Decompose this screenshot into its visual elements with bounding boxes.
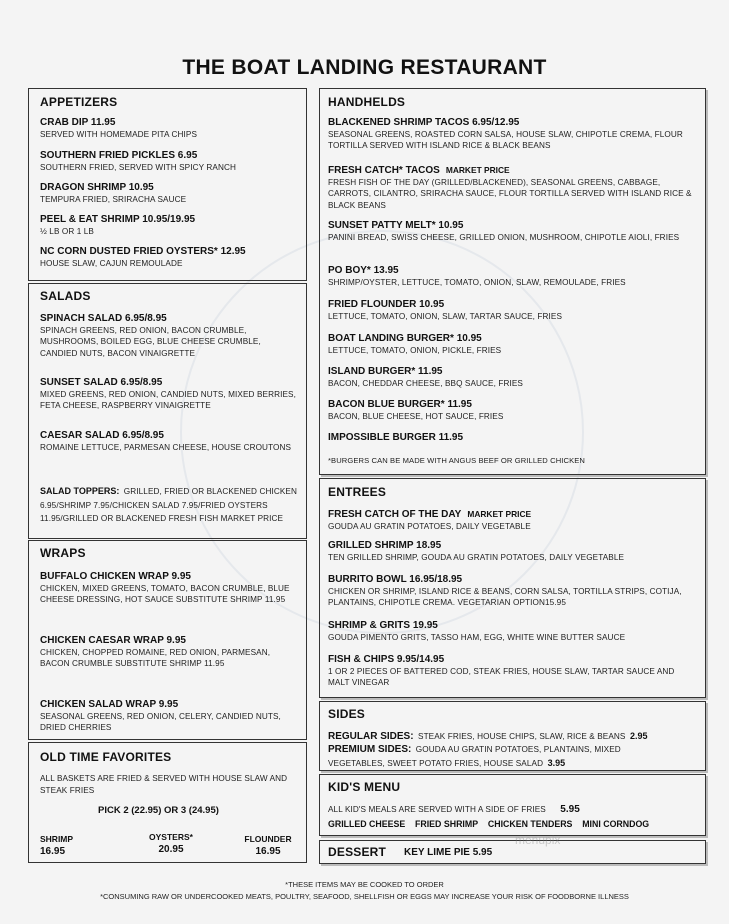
menu-item	[40, 182, 302, 205]
premium-sides-label: PREMIUM SIDES:	[328, 744, 412, 755]
item-name: CHICKEN SALAD WRAP 9.95	[40, 699, 179, 710]
menu-item	[40, 117, 302, 140]
kids-desc-row	[328, 802, 698, 816]
item-name: FISH & CHIPS 9.95/14.95	[328, 654, 445, 665]
salad-toppers	[40, 484, 302, 525]
kids-item: FRIED SHRIMP	[415, 819, 479, 829]
dessert-item: KEY LIME PIE 5.95	[404, 847, 493, 858]
menu-item	[328, 220, 698, 243]
menu-item	[40, 571, 302, 606]
menu-item	[328, 432, 698, 444]
menu-item	[328, 299, 698, 322]
item-name: PO BOY* 13.95	[328, 265, 399, 276]
item-desc: CHICKEN OR SHRIMP, ISLAND RICE & BEANS, CORN SALSA, TORTILLA STRIPS, COTIJA, PLANTAINS, CHIPOTLE CREMA. VEGETARIAN OPTION15.95	[328, 586, 682, 607]
menu-item	[328, 333, 698, 356]
menu-item	[40, 150, 302, 173]
item-name: DRAGON SHRIMP 10.95	[40, 182, 154, 193]
option-price: 20.95	[158, 843, 184, 855]
market-price: MARKET PRICE	[445, 165, 510, 175]
item-name: FRIED FLOUNDER 10.95	[328, 299, 445, 310]
restaurant-title: THE BOAT LANDING RESTAURANT	[182, 56, 547, 79]
item-name: ISLAND BURGER* 11.95	[328, 366, 443, 377]
menu-item	[40, 214, 302, 237]
menupix-watermark: menupix	[515, 833, 561, 847]
item-desc: TEMPURA FRIED, SRIRACHA SAUCE	[40, 194, 187, 204]
item-desc: MIXED GREENS, RED ONION, CANDIED NUTS, MIXED BERRIES, FETA CHEESE, RASPBERRY VINAIGRETTE	[40, 389, 296, 410]
item-desc: TEN GRILLED SHRIMP, GOUDA AU GRATIN POTATOES, DAILY VEGETABLE	[328, 552, 625, 562]
item-desc: CHICKEN, MIXED GREENS, TOMATO, BACON CRUMBLE, BLUE CHEESE DRESSING, HOT SAUCE SUBSTITUTE SHRIMP 11.95	[40, 583, 290, 604]
sides-heading: SIDES	[328, 707, 366, 721]
item-desc: SEASONAL GREENS, ROASTED CORN SALSA, HOUSE SLAW, CHIPOTLE CREMA, FLOUR TORTILLA SERVED WITH ISLAND RICE & BLACK BEANS	[328, 129, 683, 150]
old-time-option	[40, 834, 100, 857]
menu-item	[40, 635, 302, 670]
menu-item	[328, 620, 698, 643]
item-desc: SERVED WITH HOMEMADE PITA CHIPS	[40, 129, 198, 139]
item-desc: SEASONAL GREENS, RED ONION, CELERY, CANDIED NUTS, DRIED CHERRIES	[40, 711, 281, 732]
item-desc: SHRIMP/OYSTER, LETTUCE, TOMATO, ONION, SLAW, REMOULADE, FRIES	[328, 277, 626, 287]
item-desc: GOUDA AU GRATIN POTATOES, DAILY VEGETABLE	[328, 521, 531, 531]
menu-item	[40, 377, 300, 412]
regular-sides-desc: STEAK FRIES, HOUSE CHIPS, SLAW, RICE & BEANS	[418, 732, 626, 741]
item-name: NC CORN DUSTED FRIED OYSTERS* 12.95	[40, 246, 246, 257]
item-name: BACON BLUE BURGER* 11.95	[328, 399, 472, 410]
item-name: GRILLED SHRIMP 18.95	[328, 540, 442, 551]
menu-item	[328, 117, 698, 152]
item-name: FRESH CATCH OF THE DAY	[328, 509, 462, 520]
footer-note-cooked: *THESE ITEMS MAY BE COOKED TO ORDER	[285, 880, 444, 889]
menu-item	[328, 507, 698, 532]
old-time-desc: ALL BASKETS ARE FRIED & SERVED WITH HOUSE SLAW AND STEAK FRIES	[40, 774, 288, 795]
item-name: IMPOSSIBLE BURGER 11.95	[328, 432, 464, 443]
item-desc: LETTUCE, TOMATO, ONION, SLAW, TARTAR SAUCE, FRIES	[328, 311, 563, 321]
item-desc: PANINI BREAD, SWISS CHEESE, GRILLED ONION, MUSHROOM, CHIPOTLE AIOLI, FRIES	[328, 232, 680, 242]
item-desc: CHICKEN, CHOPPED ROMAINE, RED ONION, PARMESAN, BACON CRUMBLE SUBSTITUTE SHRIMP 11.95	[40, 647, 271, 668]
item-name: SOUTHERN FRIED PICKLES 6.95	[40, 150, 198, 161]
item-desc: HOUSE SLAW, CAJUN REMOULADE	[40, 258, 183, 268]
regular-sides	[328, 729, 700, 743]
item-desc: LETTUCE, TOMATO, ONION, PICKLE, FRIES	[328, 345, 502, 355]
item-desc: BACON, BLUE CHEESE, HOT SAUCE, FRIES	[328, 411, 504, 421]
menu-item	[328, 366, 698, 389]
footer-note-warning: *CONSUMING RAW OR UNDERCOOKED MEATS, POULTRY, SEAFOOD, SHELLFISH OR EGGS MAY INCREASE YOUR RISK OF FOODBORNE ILLNESS	[100, 892, 629, 901]
menu-item	[328, 654, 698, 689]
item-name: FRESH CATCH* TACOS	[328, 165, 440, 176]
burger-note: *BURGERS CAN BE MADE WITH ANGUS BEEF OR GRILLED CHICKEN	[328, 456, 585, 465]
item-name: SUNSET SALAD 6.95/8.95	[40, 377, 163, 388]
item-name: BUFFALO CHICKEN WRAP 9.95	[40, 571, 191, 582]
appetizers-heading: APPETIZERS	[40, 95, 118, 109]
salads-heading: SALADS	[40, 289, 91, 303]
option-label: FLOUNDER	[244, 834, 292, 844]
wraps-heading: WRAPS	[40, 546, 86, 560]
kids-item: MINI CORNDOG	[582, 819, 650, 829]
option-price: 16.95	[40, 845, 66, 857]
menu-item	[40, 699, 302, 734]
item-name: SPINACH SALAD 6.95/8.95	[40, 313, 167, 324]
item-name: CRAB DIP 11.95	[40, 117, 116, 128]
market-price: MARKET PRICE	[467, 509, 532, 519]
item-desc: FRESH FISH OF THE DAY (GRILLED/BLACKENED), SEASONAL GREENS, CABBAGE, CARROTS, CILANTRO, SRIRACHA SAUCE, FLOUR TORTILLA SERVED WITH ISLAND RICE & BLACK BEANS	[328, 177, 692, 210]
kids-item: CHICKEN TENDERS	[487, 819, 573, 829]
old-time-heading: OLD TIME FAVORITES	[40, 750, 172, 764]
regular-sides-price: 2.95	[629, 731, 648, 741]
menu-item	[40, 246, 302, 269]
toppers-label: SALAD TOPPERS:	[40, 486, 120, 496]
kids-heading: KID'S MENU	[328, 780, 401, 794]
handhelds-heading: HANDHELDS	[328, 95, 406, 109]
option-label: OYSTERS*	[149, 832, 193, 842]
menu-item	[328, 163, 698, 211]
kids-price: 5.95	[560, 804, 580, 815]
item-name: CAESAR SALAD 6.95/8.95	[40, 430, 164, 441]
item-desc: BACON, CHEDDAR CHEESE, BBQ SAUCE, FRIES	[328, 378, 523, 388]
premium-sides	[328, 742, 678, 769]
item-name: SHRIMP & GRITS 19.95	[328, 620, 438, 631]
item-name: CHICKEN CAESAR WRAP 9.95	[40, 635, 186, 646]
old-time-pick: PICK 2 (22.95) OR 3 (24.95)	[98, 805, 219, 816]
dessert-heading: DESSERT	[328, 845, 387, 859]
option-price: 16.95	[255, 845, 281, 857]
item-desc: 1 OR 2 PIECES OF BATTERED COD, STEAK FRIES, HOUSE SLAW, TARTAR SAUCE AND MALT VINEGAR	[328, 666, 675, 687]
item-name: SUNSET PATTY MELT* 10.95	[328, 220, 464, 231]
menu-item	[328, 399, 698, 422]
old-time-option	[141, 832, 201, 855]
old-time-option	[238, 834, 298, 857]
item-desc: ROMAINE LETTUCE, PARMESAN CHEESE, HOUSE CROUTONS	[40, 442, 292, 452]
item-desc: ½ LB OR 1 LB	[40, 226, 94, 236]
item-name: BURRITO BOWL 16.95/18.95	[328, 574, 463, 585]
item-desc: GOUDA PIMENTO GRITS, TASSO HAM, EGG, WHITE WINE BUTTER SAUCE	[328, 632, 626, 642]
menu-item	[40, 313, 300, 359]
item-name: BLACKENED SHRIMP TACOS 6.95/12.95	[328, 117, 520, 128]
premium-sides-price: 3.95	[547, 757, 566, 768]
menu-item	[40, 430, 300, 453]
kids-item: GRILLED CHEESE	[328, 819, 406, 829]
option-label: SHRIMP	[40, 834, 74, 844]
item-desc: SOUTHERN FRIED, SERVED WITH SPICY RANCH	[40, 162, 237, 172]
kids-desc: ALL KID'S MEALS ARE SERVED WITH A SIDE OF FRIES	[328, 805, 546, 814]
kids-items-row	[328, 819, 700, 831]
menu-item	[328, 574, 698, 609]
toppers-desc: GRILLED, FRIED OR BLACKENED CHICKEN 6.95/SHRIMP 7.95/CHICKEN SALAD 7.95/FRIED OYSTERS 11.95/GRILLED OR BLACKENED FRESH FISH MARKET PRICE	[40, 487, 297, 523]
item-desc: SPINACH GREENS, RED ONION, BACON CRUMBLE, MUSHROOMS, BOILED EGG, BLUE CHEESE CRUMBLE, CANDIED NUTS, BACON VINAIGRETTE	[40, 325, 261, 358]
premium-sides-desc: GOUDA AU GRATIN POTATOES, PLANTAINS, MIXED VEGETABLES, SWEET POTATO FRIES, HOUSE SALAD	[328, 745, 621, 768]
regular-sides-label: REGULAR SIDES:	[328, 731, 414, 742]
item-name: PEEL & EAT SHRIMP 10.95/19.95	[40, 214, 196, 225]
menu-item	[328, 540, 698, 563]
entrees-heading: ENTREES	[328, 485, 387, 499]
menu-item	[328, 265, 698, 288]
item-name: BOAT LANDING BURGER* 10.95	[328, 333, 482, 344]
